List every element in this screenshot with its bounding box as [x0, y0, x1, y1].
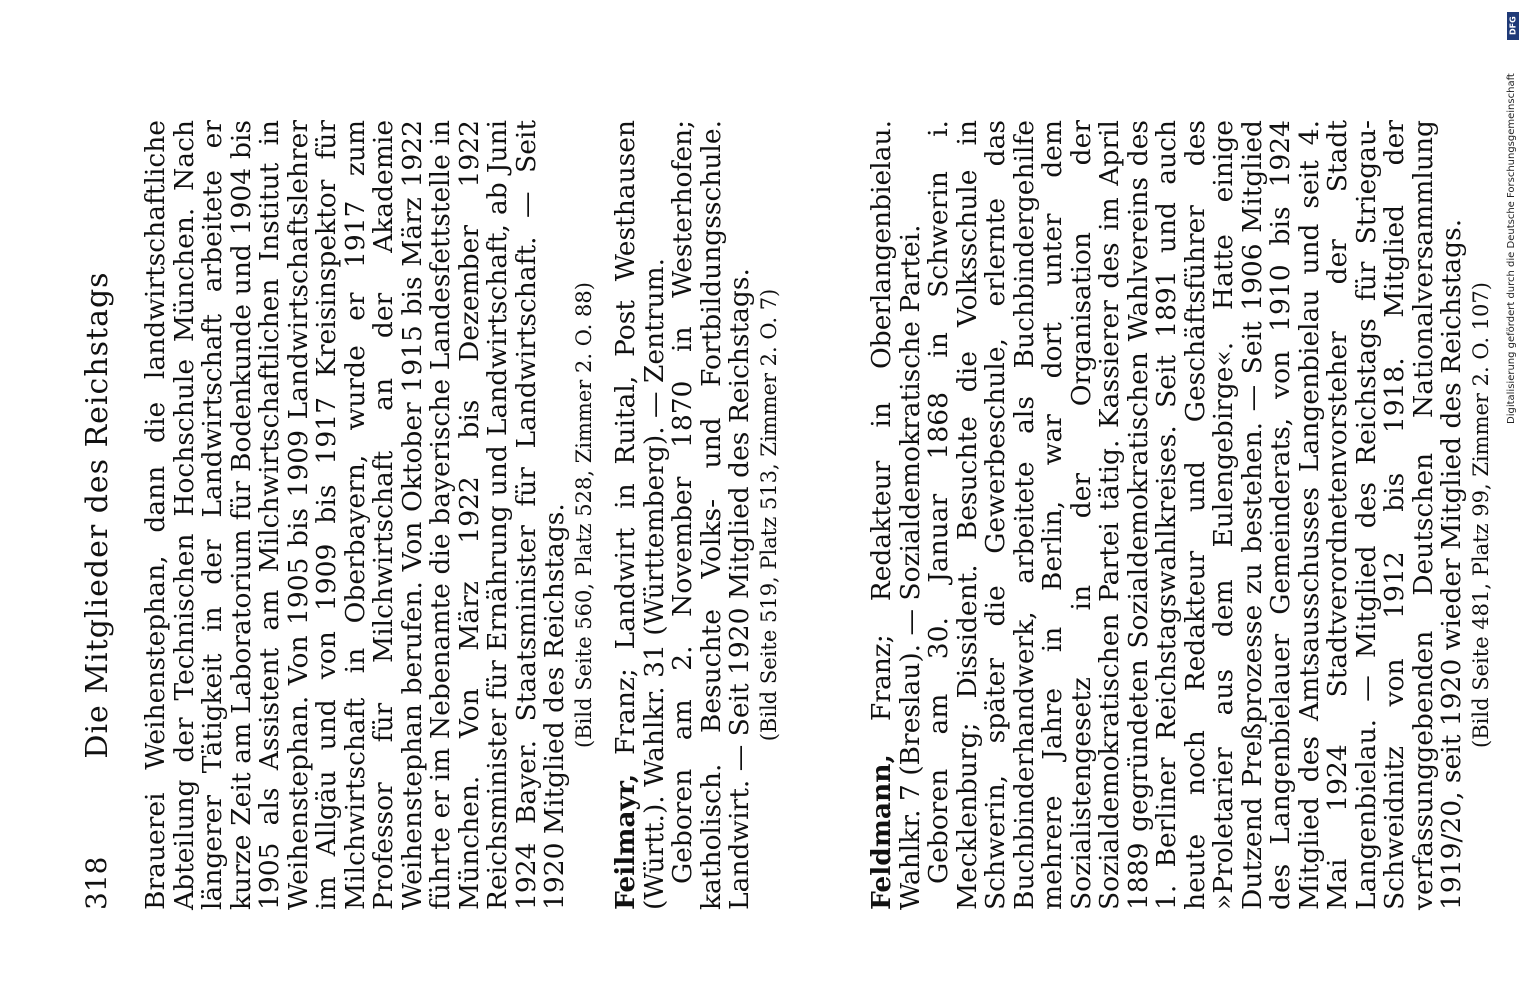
entry-name: Feldmann, [866, 754, 897, 910]
digitization-note: Digitalisierung gefördert durch die Deutsche Forschungsgemeinschaft [1506, 73, 1517, 424]
page-number: 318 [80, 856, 113, 910]
entry-text: Brauerei Weihenstephan, dann die landwirtschaftliche Abteilung der Technischen Hochschule München. Nach längerer Tätigkeit in der Landwirtschaft arbeitete er kurze Zeit am Laboratorium für Bodenkunde und 1904 bis 1905 als Assistent am Milchwirtschaftlichen Institut in Weihenstephan. Von 1905 bis 1909 Landwirtschaftslehrer im Allgäu und von 1909 bis 1917 Kreisinspektor für Milchwirtschaft in Oberbayern, wurde er 1917 zum Professor für Milchwirtschaft an der Akademie Weihenstephan berufen. Von Oktober 1915 bis März 1922 führte er im Nebenamte die bayerische Landesfettstelle in München. Von März 1922 bis Dezember 1922 Reichsminister für Ernährung und Landwirtschaft, ab Juni 1924 Bayer. Staatsminister für Landwirtschaft. — Seit 1920 Mitglied des Reichstags. [140, 120, 570, 910]
entry-feldmann [868, 120, 1495, 910]
running-title: Die Mitglieder des Reichstags [80, 271, 115, 759]
entry-feilmayr [612, 120, 783, 910]
entry-summary: Franz; Landwirt in Ruital, Post Westhausen (Württ.). Wahlkr. 31 (Württemberg). — Zentrum. [610, 120, 670, 910]
entry-caption: (Bild Seite 560, Platz 528, Zimmer 2. O. 88) [571, 282, 596, 748]
dfg-logo-icon: DFG [1507, 12, 1519, 40]
entry-biography: Geboren am 30. Januar 1868 in Schwerin i. Mecklenburg; Dissident. Besuchte die Volksschule in Schwerin, später die Gewerbeschule, erlernte das Buchbinderhandwerk, arbeitete als Buchbindergehilfe mehrere Jahre in Berlin, war dort unter dem Sozialistengesetz in der Organisation der Sozialdemokratischen Partei tätig. Kassierer des im April 1889 gegründeten Sozialdemokratischen Wahlvereins des 1. Berliner Reichstagswahlkreises. Seit 1891 und auch heute noch Redakteur und Geschäftsführer des »Proletarier aus dem Eulengebirge«. Hatte einige Dutzend Preßprozesse zu bestehen. — Seit 1906 Mitglied des Langenbielauer Gemeinderats, von 1910 bis 1924 Mitglied des Amtsausschusses Langenbielau und seit 4. Mai 1924 Stadtverordnetenvorsteher der Stadt Langenbielau. — Mitglied des Reichstags für Striegau-Schweidnitz von 1912 bis 1918. Mitglied der verfassunggebenden Deutschen Nationalversammlung 1919/20, seit 1920 wieder Mitglied des Reichstags. [923, 120, 1467, 910]
entry-continuation [142, 120, 598, 910]
digitization-sidebar [1496, 8, 1522, 428]
page-header [80, 120, 120, 910]
entry-name: Feilmayr, [610, 773, 641, 910]
entry-caption: (Bild Seite 481, Platz 99, Zimmer 2. O. 107) [1468, 282, 1493, 748]
entry-heading [868, 120, 925, 910]
entry-heading [612, 120, 669, 910]
entry-caption: (Bild Seite 519, Platz 513, Zimmer 2. O. 7) [756, 288, 781, 742]
entry-summary: Franz; Redakteur in Oberlangenbielau. Wahlkr. 7 (Breslau). — Sozialdemokratische Partei. [866, 120, 926, 910]
entry-biography: Geboren am 2. November 1870 in Westerhofen; katholisch. Besuchte Volks- und Fortbildungsschule. Landwirt. — Seit 1920 Mitglied des Reichstags. [667, 120, 755, 910]
